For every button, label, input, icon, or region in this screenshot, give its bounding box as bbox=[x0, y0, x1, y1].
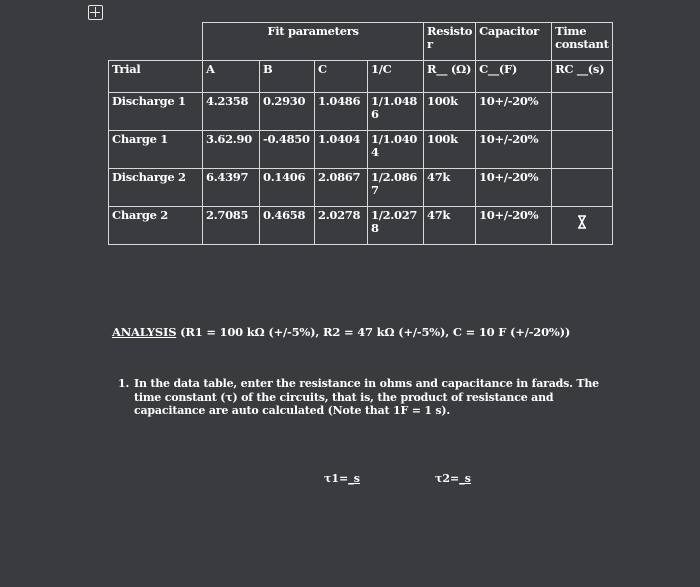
question-1 bbox=[118, 377, 604, 418]
tau2-label: τ2= bbox=[435, 472, 460, 485]
move-handle-icon[interactable] bbox=[88, 5, 103, 20]
cell-inv-c[interactable]: 1/2.027 8 bbox=[368, 207, 424, 245]
col-header-b: B bbox=[260, 61, 315, 93]
cell-c[interactable]: 2.0867 bbox=[315, 169, 368, 207]
data-table bbox=[108, 22, 613, 245]
cell-inv-c[interactable]: 1/1.040 4 bbox=[368, 131, 424, 169]
tau2-field[interactable] bbox=[435, 472, 471, 485]
cell-b[interactable]: -0.4850 bbox=[260, 131, 315, 169]
cell-cap[interactable]: 10+/-20% bbox=[476, 131, 552, 169]
tau1-blank[interactable]: _s bbox=[348, 472, 360, 485]
cell-rc[interactable] bbox=[552, 93, 613, 131]
col-header-cap: C__(F) bbox=[476, 61, 552, 93]
cell-rc[interactable] bbox=[552, 169, 613, 207]
cell-cap[interactable]: 10+/-20% bbox=[476, 207, 552, 245]
cell-rc[interactable] bbox=[552, 131, 613, 169]
cell-cap[interactable]: 10+/-20% bbox=[476, 169, 552, 207]
fit-parameters-header: Fit parameters bbox=[203, 23, 424, 61]
cell-c[interactable]: 2.0278 bbox=[315, 207, 368, 245]
table-row bbox=[109, 93, 613, 131]
cell-r[interactable]: 100k bbox=[424, 93, 476, 131]
cell-r[interactable]: 100k bbox=[424, 131, 476, 169]
cell-rc-cursor[interactable] bbox=[552, 207, 613, 245]
table-corner-cell bbox=[109, 23, 203, 61]
table-group-header-row bbox=[109, 23, 613, 61]
cell-inv-c[interactable]: 1/1.048 6 bbox=[368, 93, 424, 131]
cell-trial[interactable]: Discharge 1 bbox=[109, 93, 203, 131]
cell-cap[interactable]: 10+/-20% bbox=[476, 93, 552, 131]
col-header-inv-c: 1/C bbox=[368, 61, 424, 93]
cell-a[interactable]: 2.7085 bbox=[203, 207, 260, 245]
table-row bbox=[109, 207, 613, 245]
analysis-heading bbox=[112, 325, 570, 339]
cell-b[interactable]: 0.1406 bbox=[260, 169, 315, 207]
col-header-trial: Trial bbox=[109, 61, 203, 93]
question-text: In the data table, enter the resistance in ohms and capacitance in farads. The time constant (τ) of the circuits, that is, the product of resistance and capacitance are auto calculated (Note that 1F = 1 s). bbox=[134, 377, 599, 417]
table-column-header-row bbox=[109, 61, 613, 93]
time-constant-header: Time constant bbox=[552, 23, 613, 61]
hourglass-cursor-icon bbox=[577, 215, 587, 229]
analysis-label: ANALYSIS bbox=[112, 325, 177, 339]
cell-trial[interactable]: Discharge 2 bbox=[109, 169, 203, 207]
cell-a[interactable]: 3.62.90 bbox=[203, 131, 260, 169]
cell-trial[interactable]: Charge 2 bbox=[109, 207, 203, 245]
col-header-r: R__ (Ω) bbox=[424, 61, 476, 93]
table-row bbox=[109, 169, 613, 207]
tau2-blank[interactable]: _s bbox=[459, 472, 471, 485]
col-header-rc: RC __(s) bbox=[552, 61, 613, 93]
col-header-a: A bbox=[203, 61, 260, 93]
resistor-header: Resisto r bbox=[424, 23, 476, 61]
col-header-c: C bbox=[315, 61, 368, 93]
cell-r[interactable]: 47k bbox=[424, 169, 476, 207]
cell-trial[interactable]: Charge 1 bbox=[109, 131, 203, 169]
cell-c[interactable]: 1.0404 bbox=[315, 131, 368, 169]
table-row bbox=[109, 131, 613, 169]
cell-b[interactable]: 0.4658 bbox=[260, 207, 315, 245]
cell-r[interactable]: 47k bbox=[424, 207, 476, 245]
cell-a[interactable]: 6.4397 bbox=[203, 169, 260, 207]
cell-inv-c[interactable]: 1/2.086 7 bbox=[368, 169, 424, 207]
capacitor-header: Capacitor bbox=[476, 23, 552, 61]
question-number: 1. bbox=[118, 377, 130, 390]
tau1-label: τ1= bbox=[324, 472, 349, 485]
analysis-text: (R1 = 100 kΩ (+/-5%), R2 = 47 kΩ (+/-5%), C = 10 F (+/-20%)) bbox=[176, 325, 571, 339]
tau1-field[interactable] bbox=[324, 472, 360, 485]
cell-c[interactable]: 1.0486 bbox=[315, 93, 368, 131]
cell-a[interactable]: 4.2358 bbox=[203, 93, 260, 131]
cell-b[interactable]: 0.2930 bbox=[260, 93, 315, 131]
